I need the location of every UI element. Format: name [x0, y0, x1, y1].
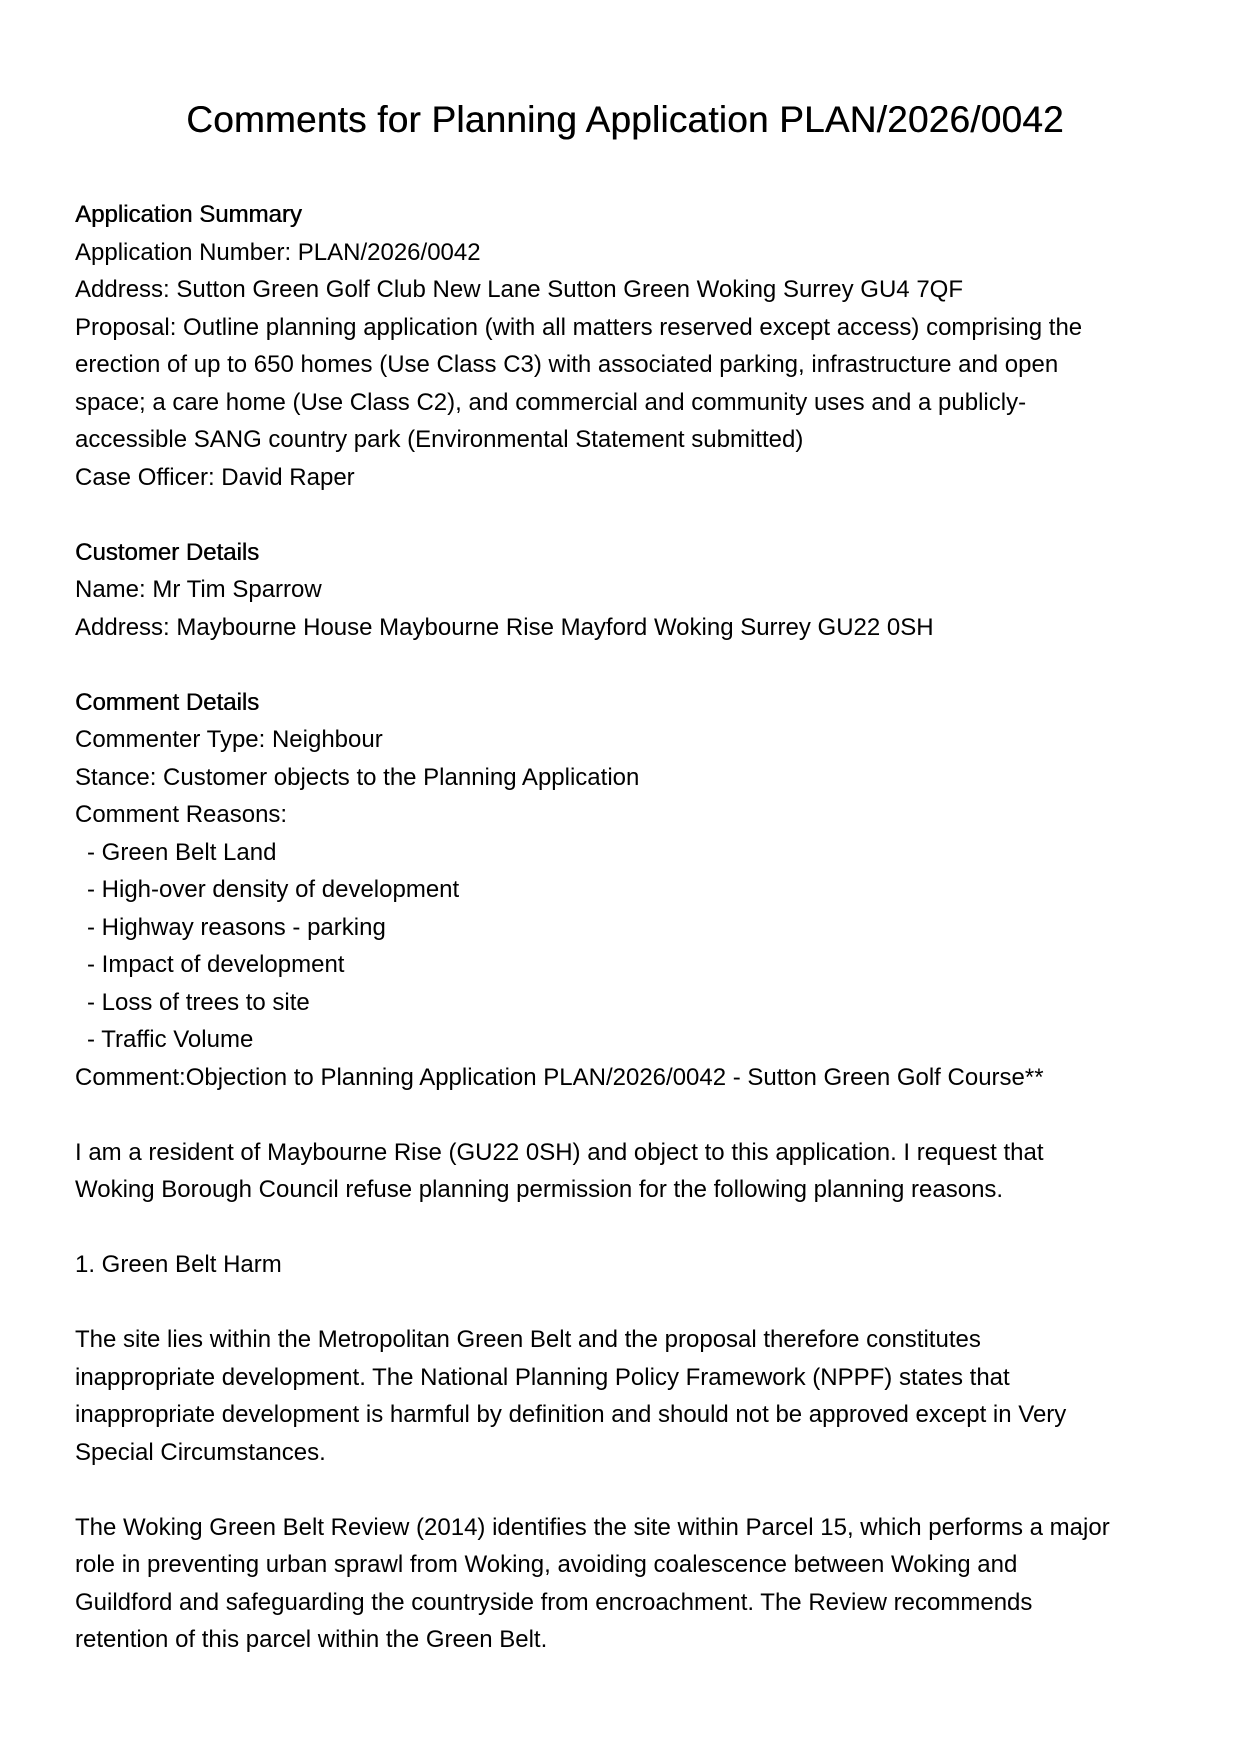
application-summary-heading: Application Summary	[75, 201, 302, 228]
stance: Stance: Customer objects to the Planning Application	[75, 763, 640, 791]
comment-paragraph-line: Special Circumstances.	[75, 1438, 326, 1466]
application-summary-section	[75, 196, 1175, 496]
comment-paragraph-line: The site lies within the Metropolitan Green Belt and the proposal therefore constitutes	[75, 1326, 981, 1353]
comment-reason-item: - Loss of trees to site	[87, 988, 310, 1016]
document-page	[75, 0, 1175, 1659]
section-heading-green-belt-harm: 1. Green Belt Harm	[75, 1251, 282, 1278]
proposal-line: erection of up to 650 homes (Use Class C3) with associated parking, infrastructure and open	[75, 351, 1059, 378]
comment-reason-item: - Impact of development	[87, 951, 345, 978]
customer-details-section	[75, 534, 1175, 647]
commenter-type: Commenter Type: Neighbour	[75, 726, 383, 753]
comment-paragraph-line: retention of this parcel within the Green Belt.	[75, 1626, 548, 1653]
comment-paragraph-line: role in preventing urban sprawl from Woking, avoiding coalescence between Woking and	[75, 1551, 1018, 1578]
comment-reason-item: - Traffic Volume	[87, 1026, 254, 1053]
application-address: Address: Sutton Green Golf Club New Lane Sutton Green Woking Surrey GU4 7QF	[75, 276, 963, 303]
proposal-line: space; a care home (Use Class C2), and commercial and community uses and a publicly-	[75, 388, 1027, 416]
customer-address: Address: Maybourne House Maybourne Rise Mayford Woking Surrey GU22 0SH	[75, 613, 934, 641]
comment-paragraph-line: inappropriate development. The National Planning Policy Framework (NPPF) states that	[75, 1363, 1010, 1391]
comment-paragraph-line: I am a resident of Maybourne Rise (GU22 0SH) and object to this application. I request that	[75, 1138, 1044, 1166]
page-title: Comments for Planning Application PLAN/2026/0042	[186, 99, 1064, 140]
comment-line: Comment:Objection to Planning Application PLAN/2026/0042 - Sutton Green Golf Course**	[75, 1063, 1044, 1091]
comment-reason-item: - Highway reasons - parking	[87, 913, 386, 941]
customer-name: Name: Mr Tim Sparrow	[75, 576, 322, 603]
comment-paragraph-line: The Woking Green Belt Review (2014) identifies the site within Parcel 15, which performs a major	[75, 1513, 1110, 1541]
comment-paragraph-line: inappropriate development is harmful by definition and should not be approved except in Very	[75, 1401, 1067, 1428]
proposal-line: accessible SANG country park (Environmental Statement submitted)	[75, 426, 804, 453]
comment-details-section	[75, 684, 1175, 1659]
comment-reasons-label: Comment Reasons:	[75, 801, 288, 828]
comment-paragraph-line: Woking Borough Council refuse planning permission for the following planning reasons.	[75, 1176, 1004, 1203]
comment-reason-item: - Green Belt Land	[87, 838, 277, 866]
customer-details-heading: Customer Details	[75, 538, 260, 566]
case-officer: Case Officer: David Raper	[75, 463, 355, 491]
comment-reason-item: - High-over density of development	[87, 876, 460, 903]
application-number: Application Number: PLAN/2026/0042	[75, 238, 481, 266]
proposal-line: Proposal: Outline planning application (with all matters reserved except access) comprising the	[75, 313, 1083, 341]
comment-paragraph-line: Guildford and safeguarding the countryside from encroachment. The Review recommends	[75, 1588, 1033, 1616]
comment-details-heading: Comment Details	[75, 688, 260, 716]
